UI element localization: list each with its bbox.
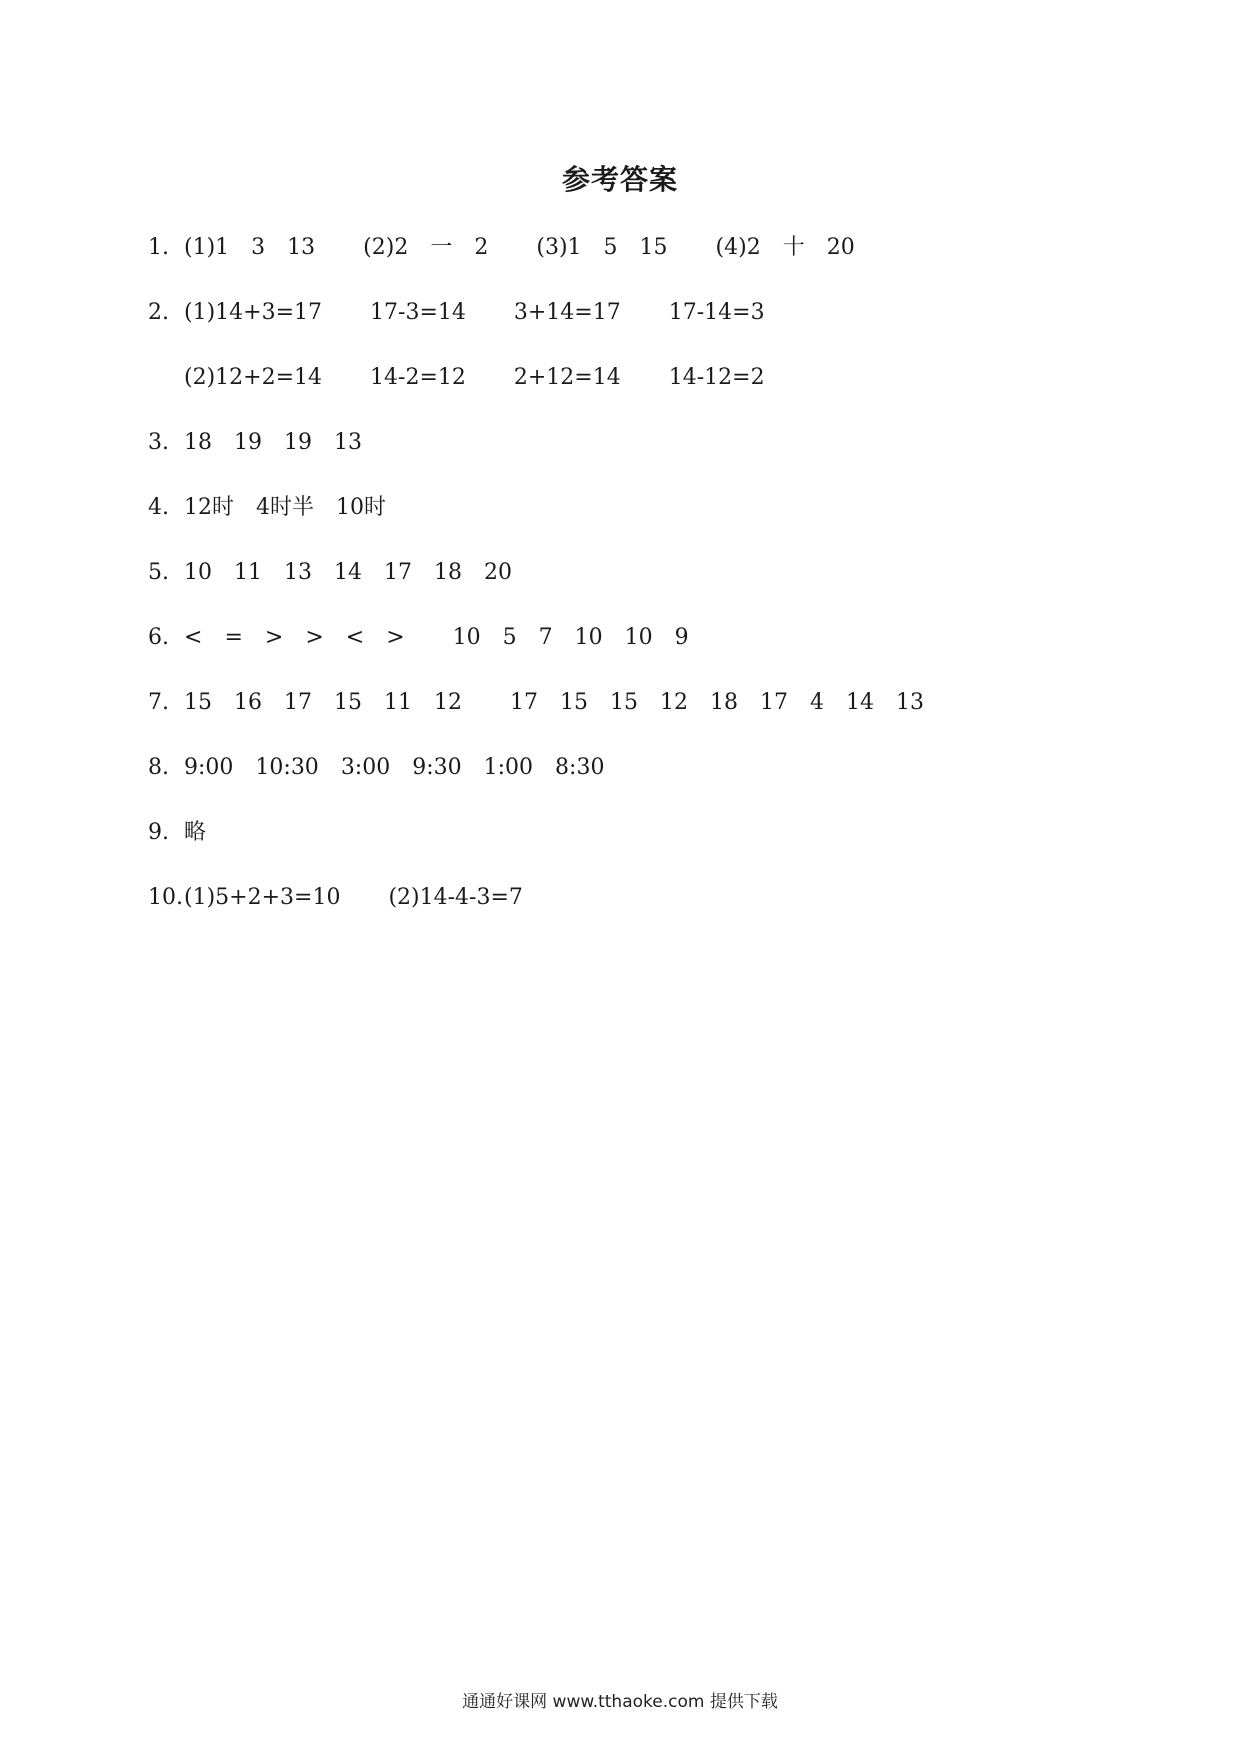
answer-segment: 4时半 bbox=[256, 495, 314, 520]
answer-segment: > bbox=[305, 625, 324, 650]
answer-4 bbox=[148, 488, 1148, 553]
answer-3 bbox=[148, 423, 1148, 488]
answer-segment: 13 bbox=[287, 235, 316, 260]
answer-segment: 12时 bbox=[184, 495, 234, 520]
answer-segment: < bbox=[345, 625, 365, 650]
answer-segment: 5 bbox=[603, 235, 618, 260]
answer-segment: 15 bbox=[560, 690, 588, 715]
answer-segment: 14-2=12 bbox=[370, 365, 466, 390]
answer-segment: = bbox=[224, 625, 243, 650]
answer-segment: 一 bbox=[430, 235, 453, 260]
answer-number: 9. bbox=[148, 820, 169, 845]
answer-segment: 17 bbox=[284, 690, 312, 715]
answer-segment: 15 bbox=[610, 690, 638, 715]
answer-segment: 略 bbox=[184, 820, 207, 845]
answer-segment: 7 bbox=[538, 625, 553, 650]
answer-segment: 1:00 bbox=[483, 755, 534, 780]
answer-segment: 10 bbox=[184, 560, 212, 585]
answer-segment: (4)2 bbox=[715, 235, 761, 260]
answer-2-part-2 bbox=[148, 358, 1148, 423]
answer-segment: 9 bbox=[674, 625, 689, 650]
answer-segment: 10 bbox=[574, 625, 603, 650]
answer-number: 1. bbox=[148, 235, 169, 260]
answer-segment: 9:00 bbox=[184, 755, 234, 780]
answer-segment: 19 bbox=[284, 430, 312, 455]
answer-segment: 15 bbox=[639, 235, 668, 260]
answer-segment: (2)14-4-3=7 bbox=[388, 885, 523, 910]
answer-segment: 14 bbox=[334, 560, 362, 585]
answer-number: 5. bbox=[148, 560, 169, 585]
answer-segment: (3)1 bbox=[536, 235, 582, 260]
answer-segment: 14 bbox=[846, 690, 874, 715]
answer-segment: 18 bbox=[710, 690, 738, 715]
answer-segment: 15 bbox=[184, 690, 212, 715]
answer-list bbox=[148, 228, 1148, 943]
answer-segment: 19 bbox=[234, 430, 262, 455]
answer-segment: 17-3=14 bbox=[370, 300, 466, 325]
answer-7 bbox=[148, 683, 1148, 748]
answer-segment: 3 bbox=[251, 235, 266, 260]
answer-number: 3. bbox=[148, 430, 169, 455]
answer-segment: 9:30 bbox=[412, 755, 462, 780]
answer-segment: 3:00 bbox=[340, 755, 391, 780]
answer-9 bbox=[148, 813, 1148, 878]
answer-segment: < bbox=[184, 625, 203, 650]
answer-number: 6. bbox=[148, 625, 169, 650]
answer-number: 7. bbox=[148, 690, 169, 715]
answer-segment: 十 bbox=[782, 235, 805, 260]
answer-segment: (1)5+2+3=10 bbox=[184, 885, 341, 910]
answer-segment: 10时 bbox=[336, 495, 386, 520]
answer-segment: 20 bbox=[826, 235, 855, 260]
answer-segment: 17 bbox=[760, 690, 788, 715]
answer-segment: 12 bbox=[434, 690, 462, 715]
answer-segment: 11 bbox=[234, 560, 262, 585]
answer-segment: (1)14+3=17 bbox=[184, 300, 323, 325]
answer-segment: 3+14=17 bbox=[513, 300, 621, 325]
answer-number: 2. bbox=[148, 300, 169, 325]
answer-segment: > bbox=[264, 625, 284, 650]
answer-segment: 8:30 bbox=[555, 755, 605, 780]
answer-segment: 17 bbox=[510, 690, 538, 715]
answer-segment: 13 bbox=[284, 560, 312, 585]
page-footer: 通通好课网 www.tthaoke.com 提供下载 bbox=[462, 1692, 778, 1712]
answer-segment: 10 bbox=[452, 625, 481, 650]
answer-segment: 18 bbox=[434, 560, 462, 585]
answer-segment: 17-14=3 bbox=[668, 300, 765, 325]
answer-segment: (2)12+2=14 bbox=[184, 365, 323, 390]
answer-6 bbox=[148, 618, 1148, 683]
answer-8 bbox=[148, 748, 1148, 813]
answer-segment: 16 bbox=[234, 690, 262, 715]
answer-segment: 15 bbox=[334, 690, 362, 715]
page-title: 参考答案 bbox=[561, 163, 678, 196]
answer-segment: > bbox=[386, 625, 405, 650]
answer-segment: 13 bbox=[896, 690, 924, 715]
answer-segment: 2 bbox=[474, 235, 489, 260]
answer-5 bbox=[148, 553, 1148, 618]
answer-segment: 10:30 bbox=[255, 755, 319, 780]
answer-segment: 4 bbox=[810, 690, 824, 715]
answer-number: 10. bbox=[148, 885, 183, 910]
answer-number: 8. bbox=[148, 755, 169, 780]
answer-segment: 11 bbox=[384, 690, 412, 715]
answer-segment: 20 bbox=[484, 560, 512, 585]
answer-segment: 14-12=2 bbox=[668, 365, 765, 390]
answer-1 bbox=[148, 228, 1148, 293]
answer-2 bbox=[148, 293, 1148, 358]
answer-segment: 12 bbox=[660, 690, 688, 715]
answer-segment: 10 bbox=[624, 625, 653, 650]
answer-segment: 5 bbox=[502, 625, 517, 650]
answer-number: 4. bbox=[148, 495, 169, 520]
answer-10 bbox=[148, 878, 1148, 943]
answer-segment: 2+12=14 bbox=[513, 365, 621, 390]
answer-segment: 18 bbox=[184, 430, 212, 455]
answer-segment: (2)2 bbox=[363, 235, 409, 260]
answer-segment: 17 bbox=[384, 560, 412, 585]
answer-segment: 13 bbox=[334, 430, 362, 455]
answer-segment: (1)1 bbox=[184, 235, 230, 260]
